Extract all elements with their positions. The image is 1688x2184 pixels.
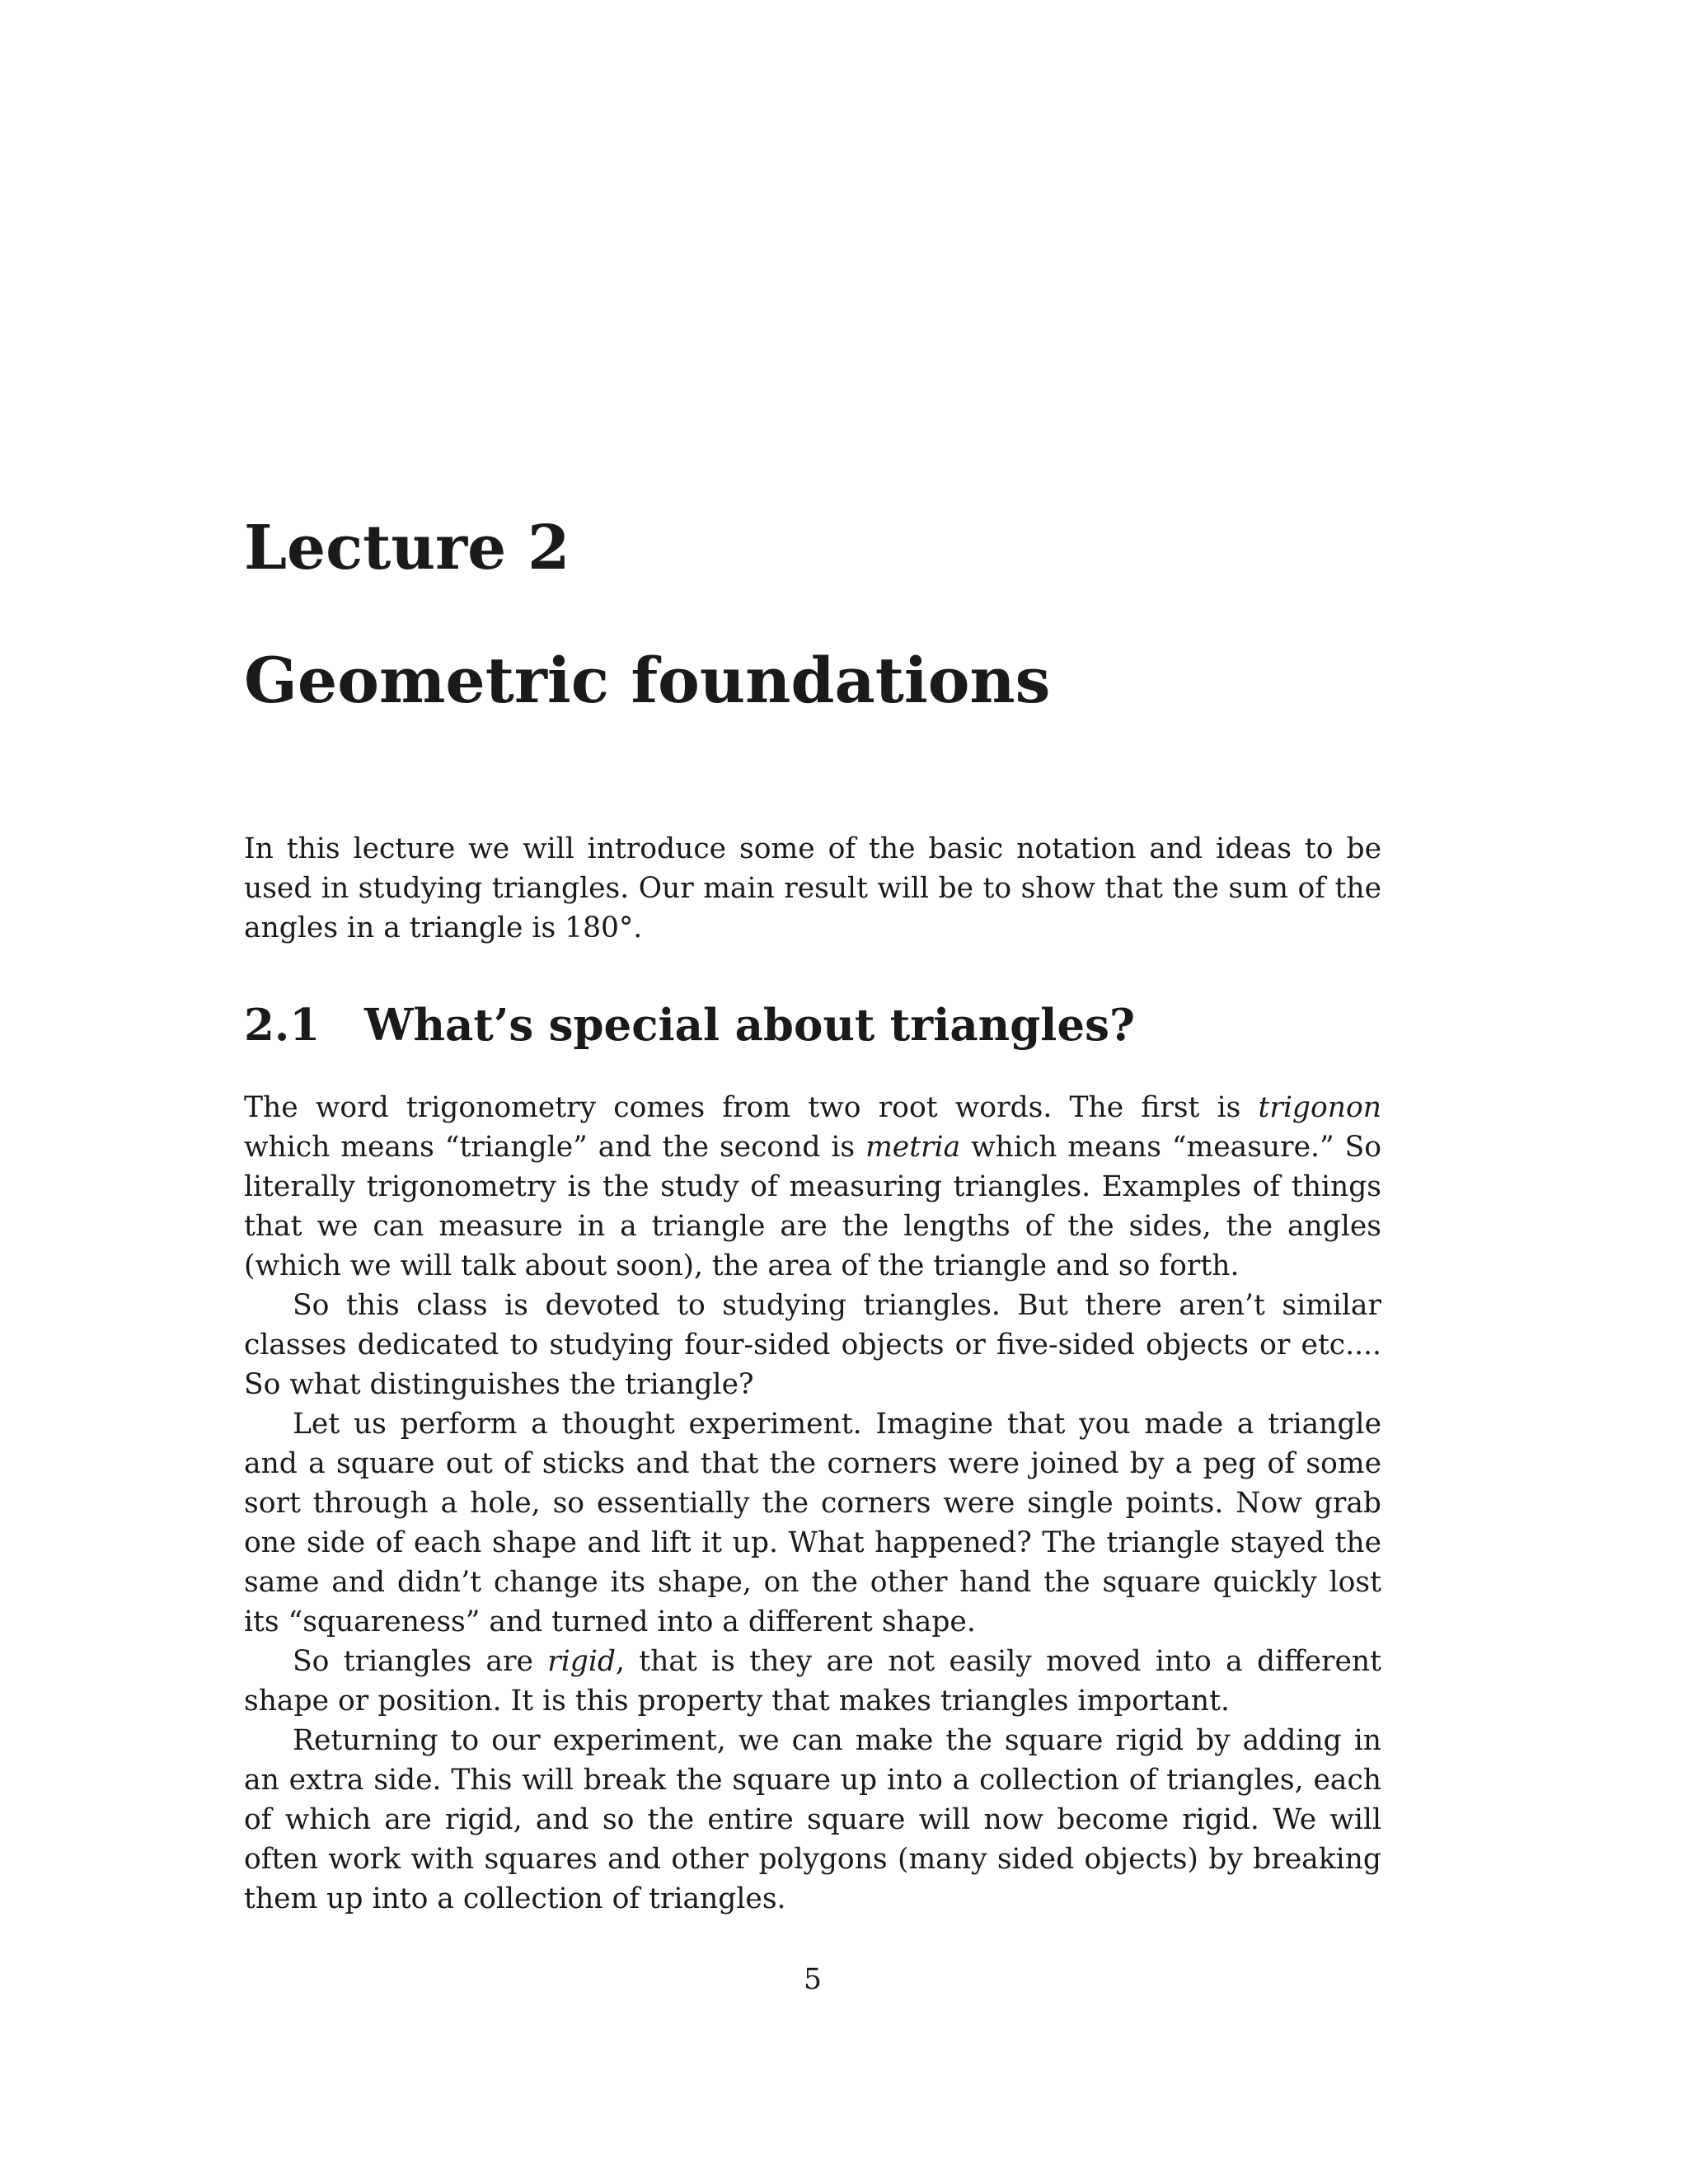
intro-paragraph-block xyxy=(244,829,1381,948)
section-title: What’s special about triangles? xyxy=(364,1000,1136,1051)
term-rigid: rigid xyxy=(547,1645,617,1678)
term-trigonon: trigonon xyxy=(1258,1091,1381,1124)
paragraph-3: Let us perform a thought experiment. Imagine that you made a triangle and a square out of sticks and that the corners were joined by a peg of some sort through a hole, so essentially the corners were single points. Now grab one side of each shape and lift it up. What happened? The triangle stayed the same and didn’t change its shape, on the other hand the square quickly lost its “squareness” and turned into a different shape. xyxy=(244,1408,1381,1638)
paragraph-4-text-b: , that is they are not easily moved into a different shape or position. It is this property that makes triangles important. xyxy=(244,1645,1382,1718)
section-number: 2.1 xyxy=(244,1000,321,1051)
section-heading xyxy=(244,1000,1136,1051)
paragraph-5: Returning to our experiment, we can make the square rigid by adding in an extra side. This will break the square up into a collection of triangles, each of which are rigid, and so the entire square will now become rigid. We will often work with squares and other polygons (many sided objects) by breaking them up into a collection of triangles. xyxy=(244,1724,1381,1915)
paragraph-4-text-a: So triangles are xyxy=(293,1645,548,1678)
section-body xyxy=(244,1088,1381,1919)
term-metria: metria xyxy=(865,1131,961,1164)
paragraph-1 xyxy=(244,1088,1381,1286)
paragraph-4 xyxy=(244,1642,1381,1721)
paragraph-2: So this class is devoted to studying triangles. But there aren’t similar classes dedicated to studying four-sided objects or five-sided objects or etc.... So what distinguishes the triangle? xyxy=(244,1289,1381,1401)
paragraph-1-text-c: which means “measure.” So literally trigonometry is the study of measuring triangles. Examples of things that we can measure in a triangle are the lengths of the sides, the angles (which we will talk about soon), the area of the triangle and so forth. xyxy=(244,1131,1381,1282)
page-number: 5 xyxy=(804,1963,822,1996)
chapter-label: Lecture 2 xyxy=(244,513,570,583)
chapter-title: Geometric foundations xyxy=(244,644,1051,717)
paragraph-1-text-b: which means “triangle” and the second is xyxy=(244,1131,866,1164)
intro-paragraph: In this lecture we will introduce some of the basic notation and ideas to be used in studying triangles. Our main result will be to show that the sum of the angles in a triangle is 180°. xyxy=(244,832,1381,944)
paragraph-1-text-a: The word trigonometry comes from two root words. The first is xyxy=(244,1091,1259,1124)
